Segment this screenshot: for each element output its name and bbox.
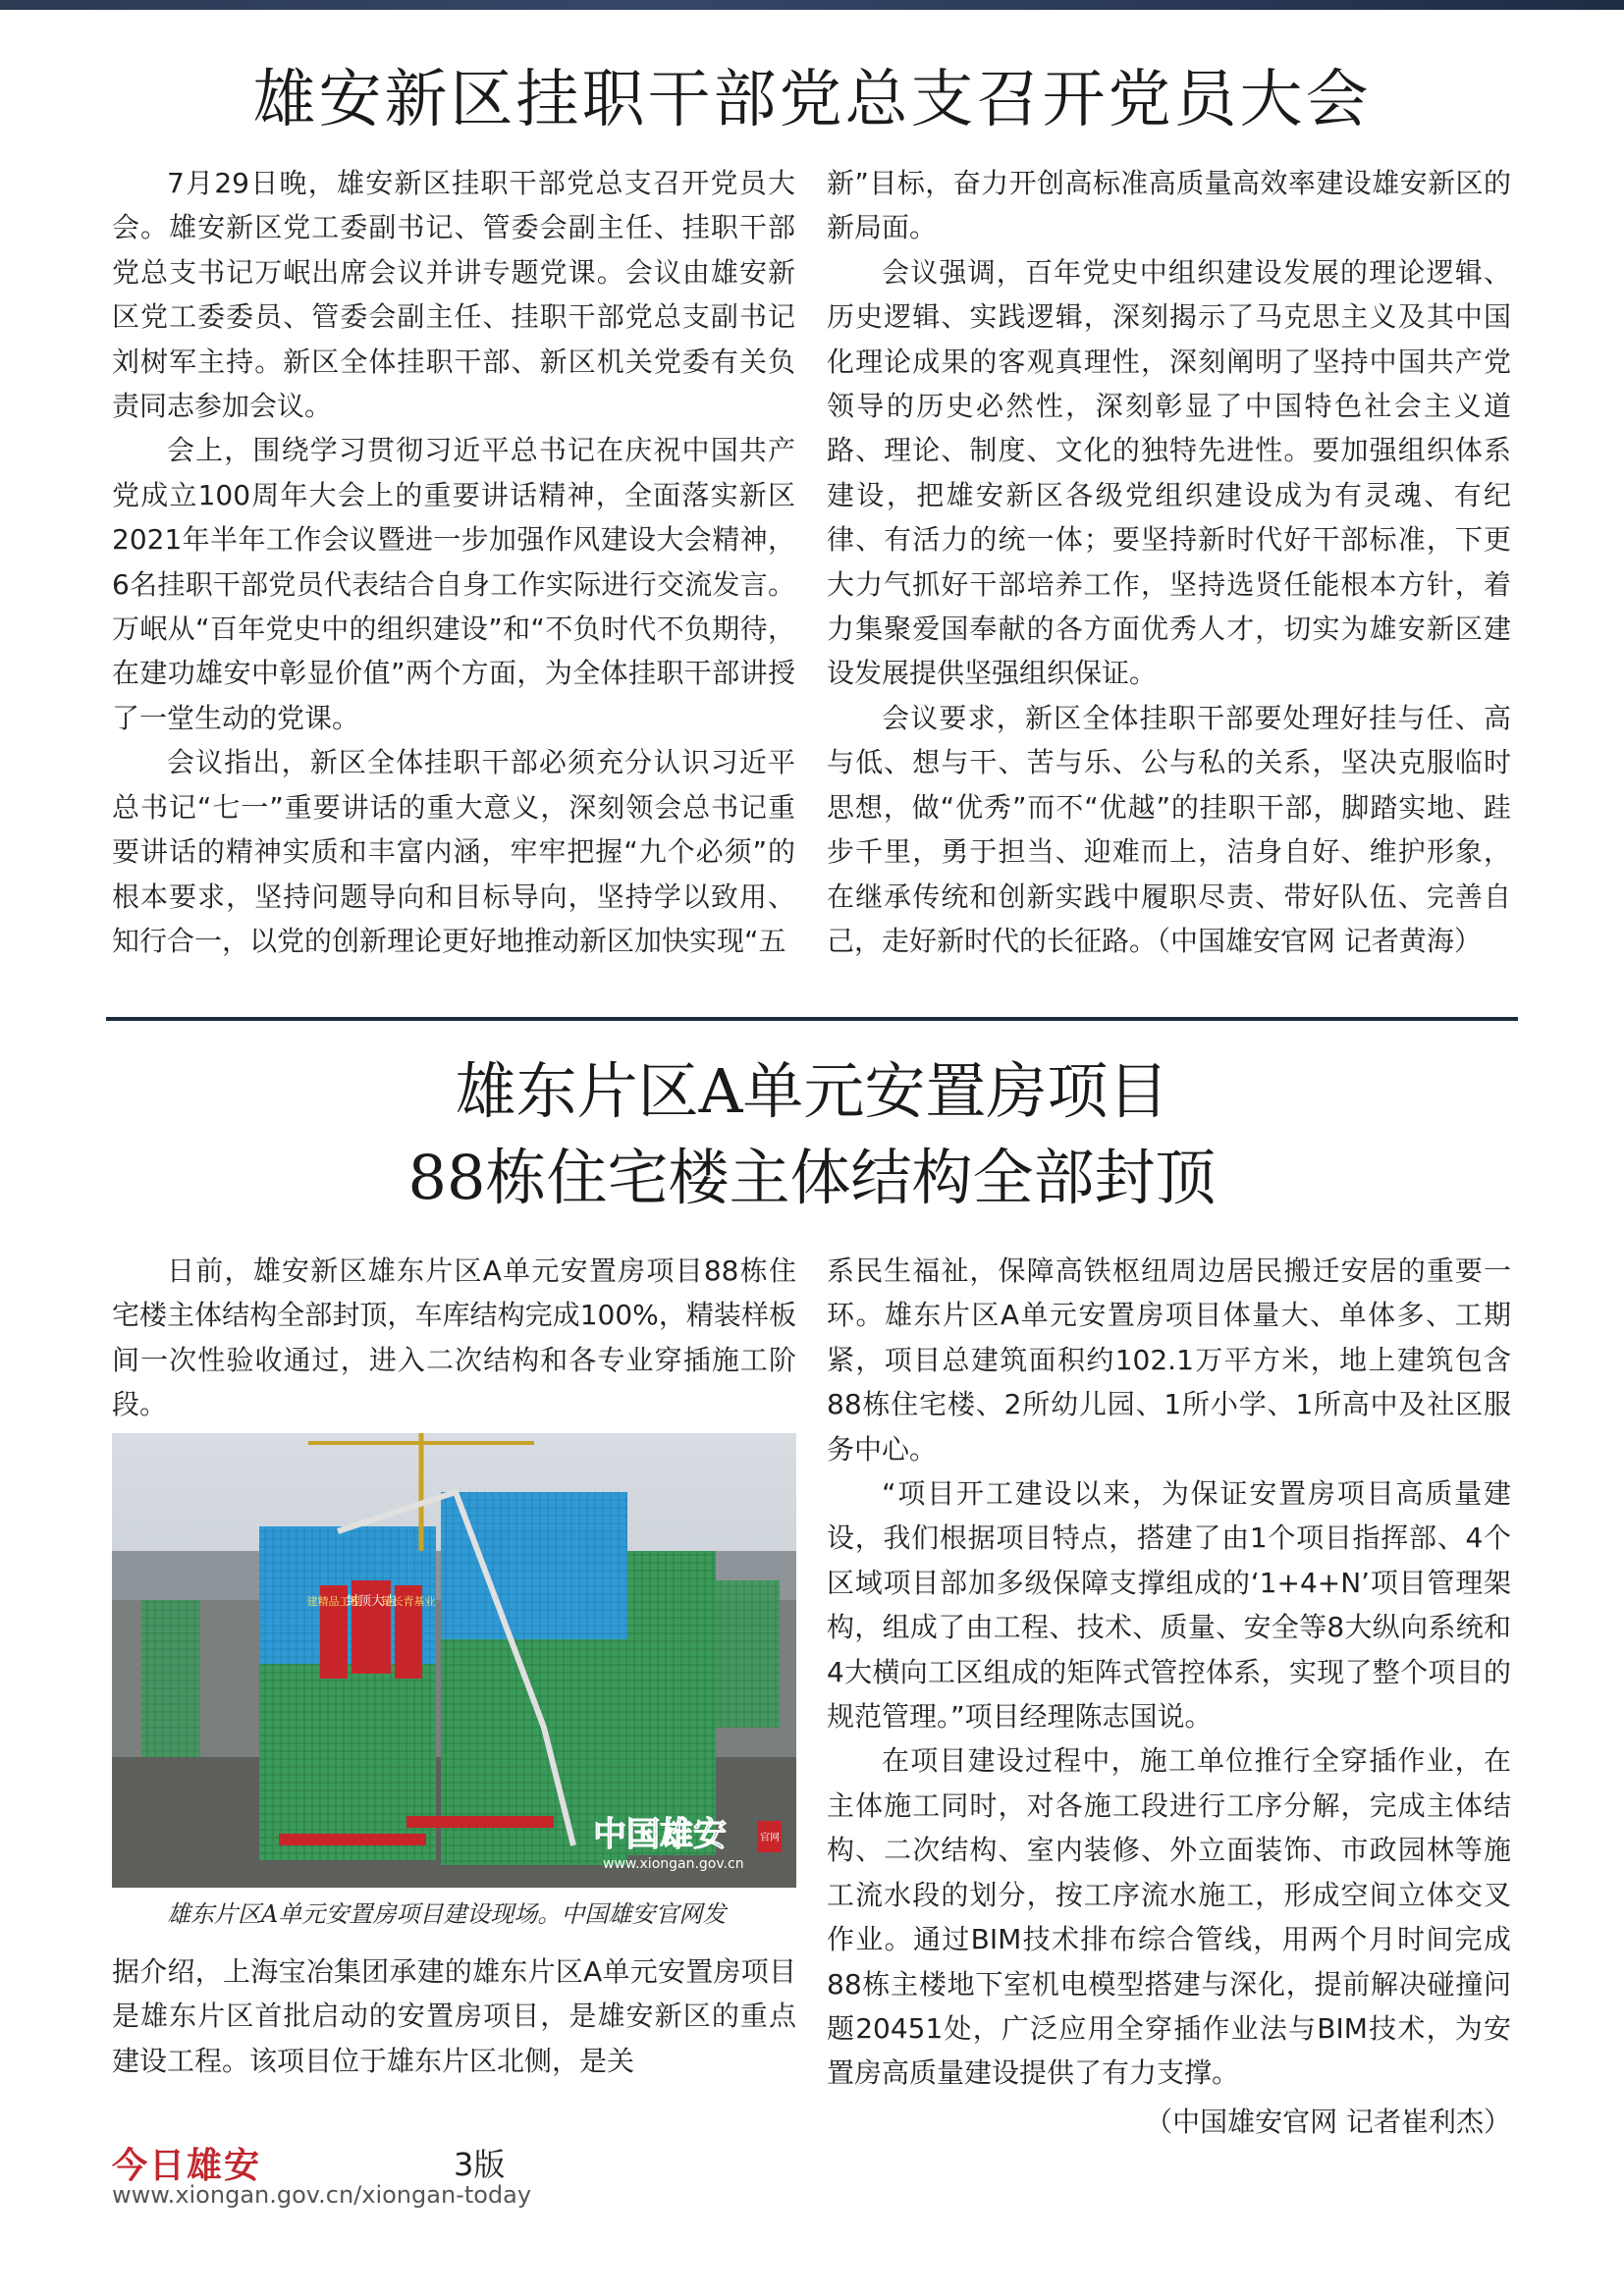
watermark-url: www.xiongan.gov.cn (603, 1856, 744, 1872)
banner-left-text: 建精品工程 (306, 1595, 361, 1608)
page-number: 3版 (454, 2146, 506, 2183)
article2-paragraph: “项目开工建设以来，为保证安置房项目高质量建设，我们根据项目特点，搭建了由1个项目指挥部、4个区域项目部加多级保障支撑组成的‘1+4+N’项目管理架构，组成了由工程、技术、质量、安全等8大纵向系统和4大横向工区组成的矩阵式管控体系，实现了整个项目的规范管理。”项目经理陈志国说。 (827, 1477, 1511, 1734)
article1-paragraph: 会议要求，新区全体挂职干部要处理好挂与任、高与低、想与干、苦与乐、公与私的关系，坚决克服临时思想，做“优秀”而不“优越”的挂职干部，脚踏实地、跬步千里，勇于担当、迎难而上，洁身自好、维护形象，在继承传统和创新实践中履职尽责、带好队伍、完善自己，走好新时代的长征路。（中国雄安官网 记者黄海） (827, 701, 1511, 957)
construction-site-photo (112, 1433, 796, 1888)
article2-paragraph: 日前，雄安新区雄东片区A单元安置房项目88栋住宅楼主体结构全部封顶，车库结构完成100%，精装样板间一次性验收通过，进入二次结构和各专业穿插施工阶段。 (112, 1255, 796, 1421)
article1-paragraph: 7月29日晚，雄安新区挂职干部党总支召开党员大会。雄安新区党工委副书记、管委会副主任、挂职干部党总支书记万岷出席会议并讲专题党课。会议由雄安新区党工委委员、管委会副主任、挂职干部党总支副书记刘树军主持。新区全体挂职干部、新区机关党委有关负责同志参加会议。 (112, 167, 795, 423)
publication-logo: 今日雄安 (112, 2145, 262, 2186)
article1-paragraph-continued: 新”目标，奋力开创高标准高质量高效率建设雄安新区的新局面。 (827, 167, 1511, 244)
article2-paragraph-continued: 系民生福祉，保障高铁枢纽周边居民搬迁安居的重要一环。雄东片区A单元安置房项目体量大、单体多、工期紧，项目总建筑面积约102.1万平方米，地上建筑包含88栋住宅楼、2所幼儿园、1所小学、1所高中及社区服务中心。 (827, 1255, 1511, 1466)
top-decoration-bar (0, 0, 1624, 10)
article1-title: 雄安新区挂职干部党总支召开党员大会 (252, 64, 1372, 136)
watermark-badge: 官网 (760, 1833, 780, 1843)
footer-url-link[interactable]: www.xiongan.gov.cn/xiongan-today (112, 2181, 532, 2209)
article2-byline: （中国雄安官网 记者崔利杰） (1145, 2105, 1511, 2138)
article1-column-left (112, 161, 795, 963)
article2-column-left-top (112, 1249, 796, 1427)
article1-column-right (827, 161, 1511, 963)
article2-column-left-bottom (112, 1949, 796, 2083)
watermark-title: 中国雄安 (593, 1815, 727, 1854)
article1-paragraph: 会议指出，新区全体挂职干部必须充分认识习近平总书记“七一”重要讲话的重大意义，深刻领会总书记重要讲话的精神实质和丰富内涵，牢牢把握“九个必须”的根本要求，坚持问题导向和目标导向，坚持学以致用、知行合一，以党的创新理论更好地推动新区加快实现“五 (112, 746, 795, 957)
article2-paragraph: 在项目建设过程中，施工单位推行全穿插作业，在主体施工同时，对各施工段进行工序分解，完成主体结构、二次结构、室内装修、外立面装饰、市政园林等施工流水段的划分，按工序流水施工，形成空间立体交叉作业。通过BIM技术排布综合管线，用两个月时间完成88栋主楼地下室机电模型搭建与深化，提前解决碰撞问题20451处，广泛应用全穿插作业法与BIM技术，为安置房高质量建设提供了有力支撑。 (827, 1744, 1511, 2090)
article2-paragraph: 据介绍，上海宝冶集团承建的雄东片区A单元安置房项目是雄东片区首批启动的安置房项目，是雄安新区的重点建设工程。该项目位于雄东片区北侧，是关 (112, 1955, 796, 2077)
article2-column-right (827, 1249, 1511, 2144)
article2-title-line: 88栋住宅楼主体结构全部封顶 (407, 1142, 1217, 1213)
article1-paragraph: 会上，围绕学习贯彻习近平总书记在庆祝中国共产党成立100周年大会上的重要讲话精神，全面落实新区2021年半年工作会议暨进一步加强作风建设大会精神，6名挂职干部党员代表结合自身工作实际进行交流发言。万岷从“百年党史中的组织建设”和“不负时代不负期待，在建功雄安中彰显价值”两个方面，为全体挂职干部讲授了一堂生动的党课。 (112, 434, 795, 734)
article2-title-line: 雄东片区A单元安置房项目 (455, 1055, 1169, 1127)
section-divider (106, 1017, 1518, 1021)
article2-title (0, 1048, 1624, 1221)
photo-caption: 雄东片区A单元安置房项目建设现场。中国雄安官网发 (167, 1900, 727, 1928)
banner-center-text: 封顶大吉 (345, 1594, 398, 1609)
article1-paragraph: 会议强调，百年党史中组织建设发展的理论逻辑、历史逻辑、实践逻辑，深刻揭示了马克思主义及其中国化理论成果的客观真理性，深刻阐明了坚持中国共产党领导的历史必然性，深刻彰显了中国特色社会主义道路、理论、制度、文化的独特先进性。要加强组织体系建设，把雄安新区各级党组织建设成为有灵魂、有纪律、有活力的统一体；要坚持新时代好干部标准，下更大力气抓好干部培养工作，坚持选贤任能根本方针，着力集聚爱国奉献的各方面优秀人才，切实为雄安新区建设发展提供坚强组织保证。 (827, 255, 1511, 690)
banner-right-text: 铸长青基业 (381, 1595, 436, 1608)
